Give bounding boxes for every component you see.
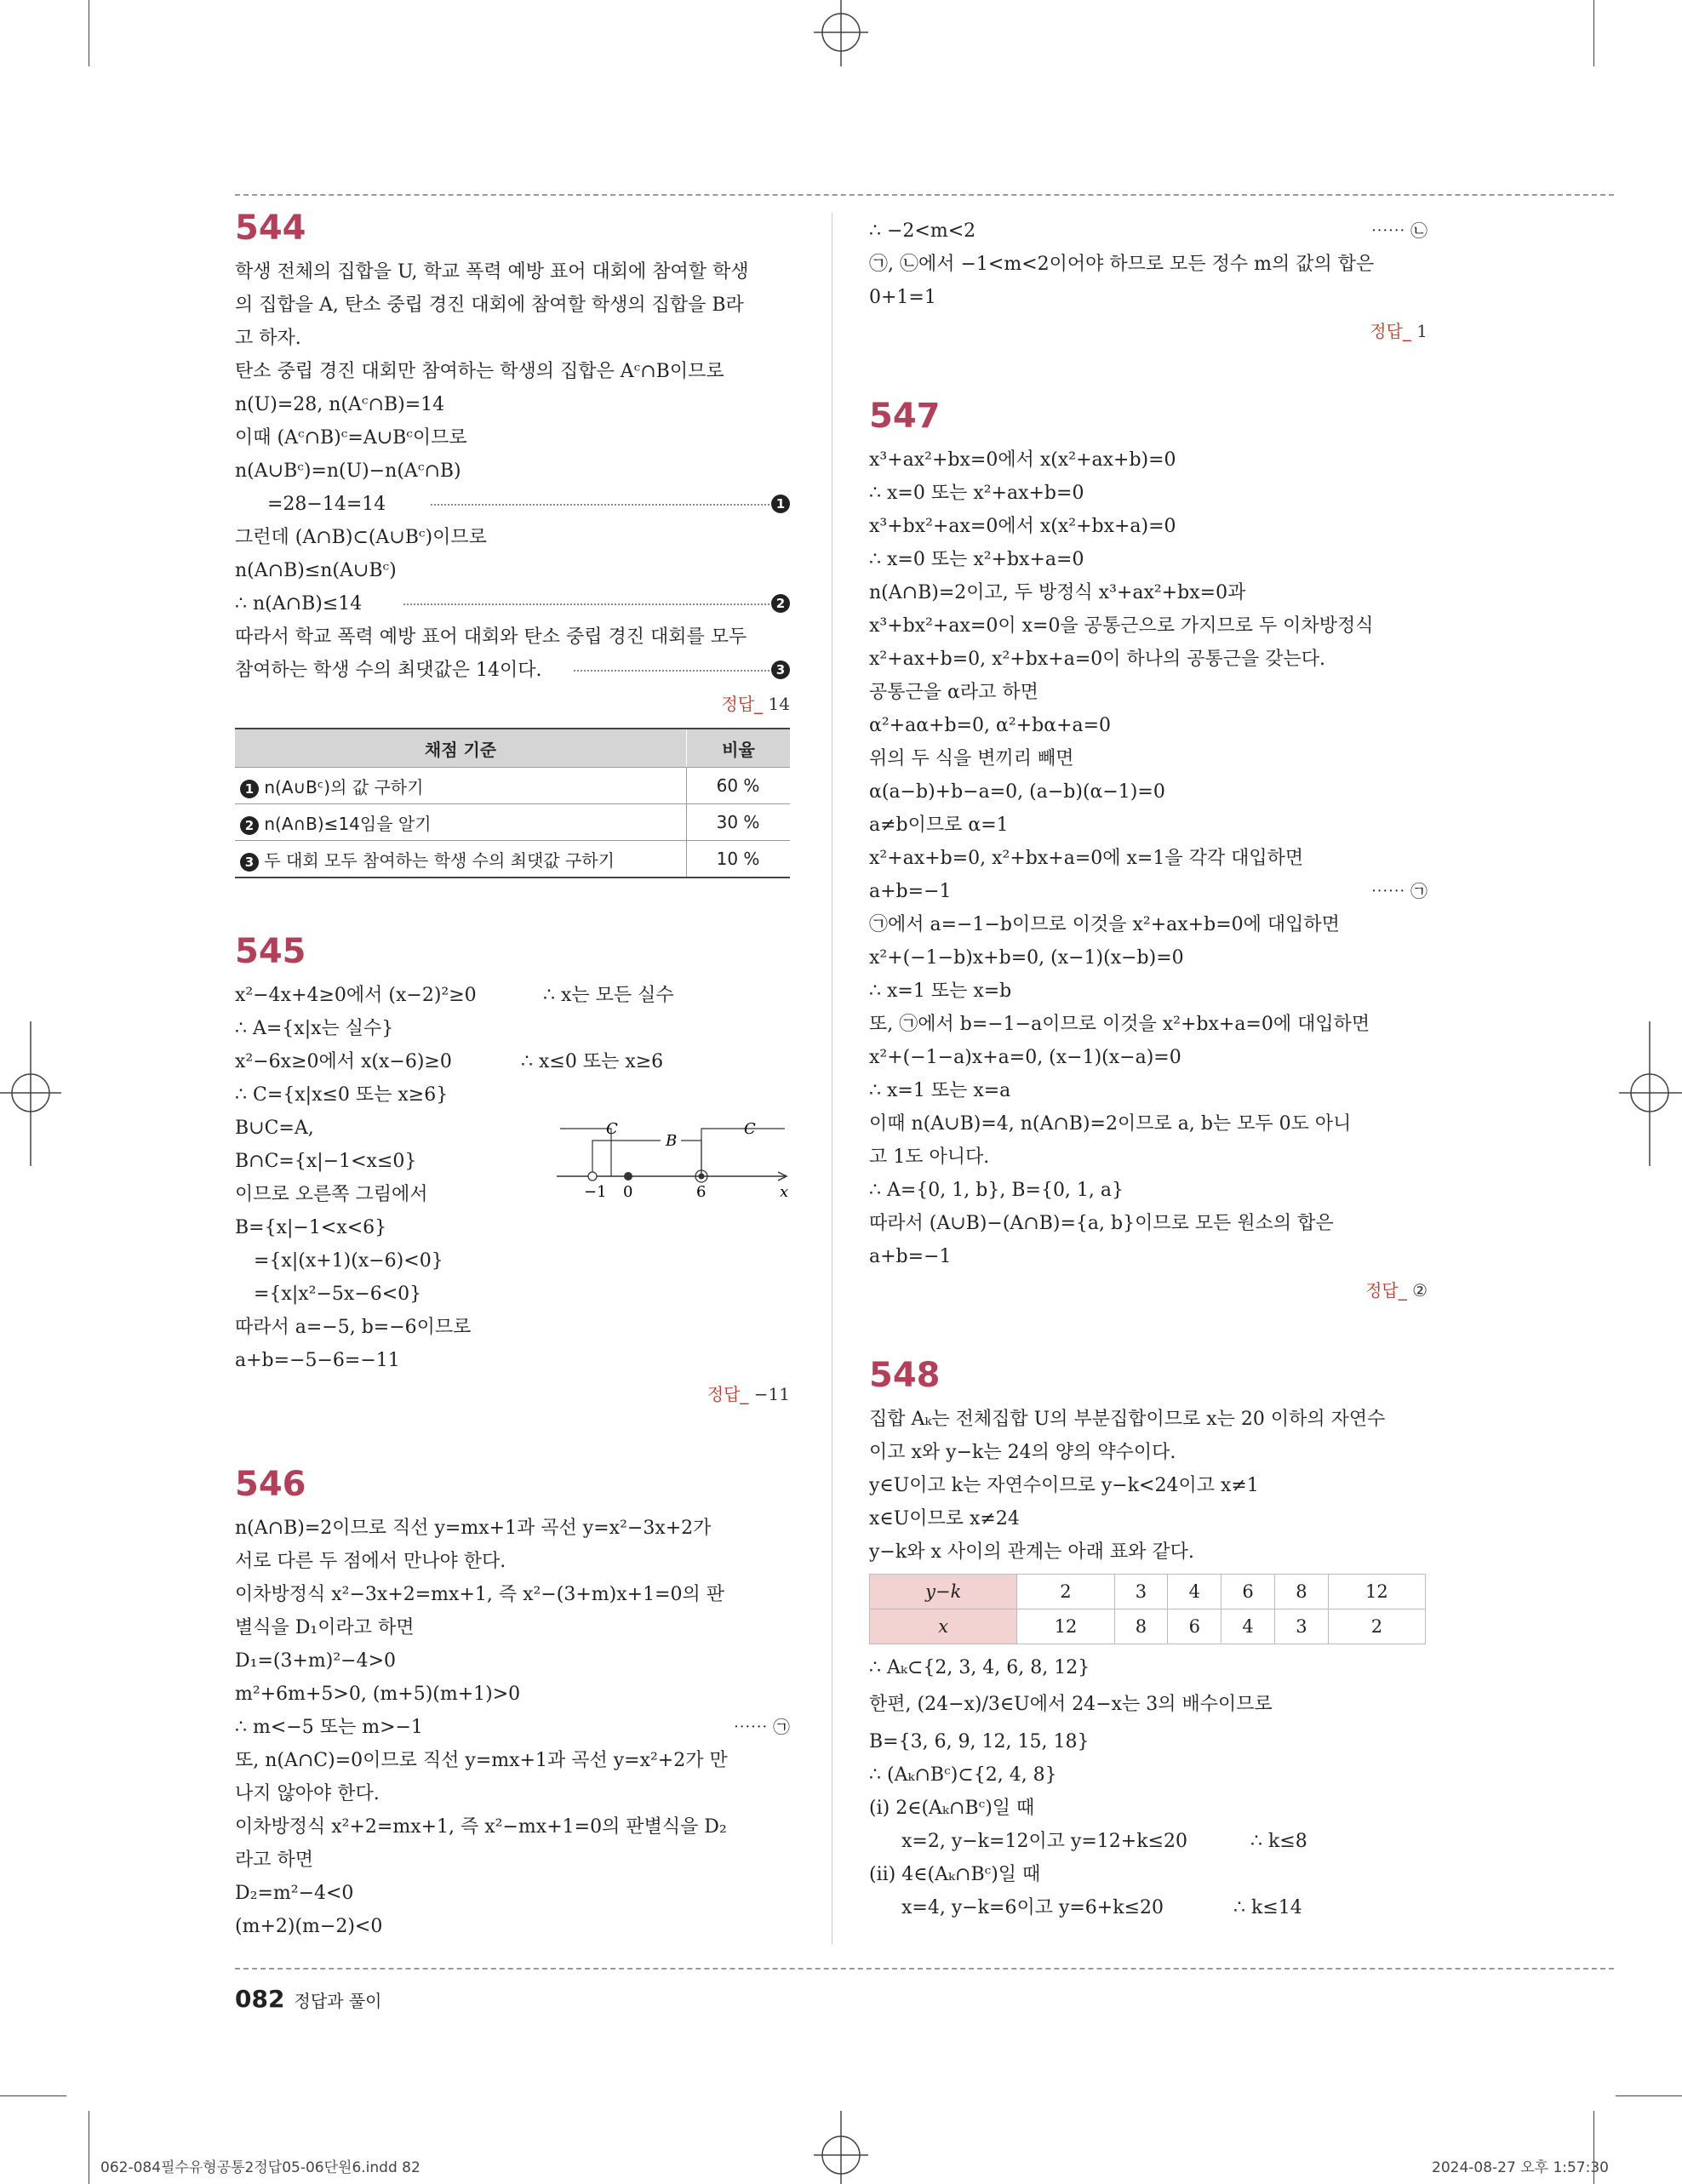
text-line: ∴ Aₖ⊂{2, 3, 4, 6, 8, 12} <box>869 1657 1090 1678</box>
answer: 정답_ 1 <box>1370 321 1427 341</box>
text-line: B={x|−1<x<6} <box>235 1217 387 1238</box>
text-line: ∴ x=1 또는 x=a <box>869 1080 1011 1101</box>
text-line: 따라서 a=−5, b=−6이므로 <box>235 1317 472 1338</box>
text-line: x=2, y−k=12이고 y=12+k≤20 ∴ k≤8 <box>901 1831 1307 1852</box>
text-line: y−k와 x 사이의 관계는 아래 표와 같다. <box>869 1541 1194 1563</box>
text-line: ∴ (Aₖ∩Bᶜ)⊂{2, 4, 8} <box>869 1764 1057 1786</box>
table-header: 비율 <box>687 729 791 768</box>
leader-dots <box>431 504 769 506</box>
answer: 정답_ 14 <box>721 694 790 714</box>
step-mark: 2 <box>240 816 259 835</box>
problem-number-548: 548 <box>869 1356 941 1395</box>
timestamp: 2024-08-27 오후 1:57:30 <box>1432 2159 1609 2176</box>
problem-number-544: 544 <box>235 209 306 248</box>
leader-dots <box>574 670 769 672</box>
text-line: 이고 x와 y−k는 24의 양의 약수이다. <box>869 1442 1176 1463</box>
set-label-c: C <box>606 1120 618 1138</box>
registration-mark-right <box>1614 1021 1682 1166</box>
text-line: 0+1=1 <box>869 287 936 308</box>
text-line-with-mark <box>235 654 790 687</box>
text-line: n(U)=28, n(Aᶜ∩B)=14 <box>235 394 445 415</box>
step-mark: 3 <box>771 660 790 679</box>
registration-mark-top <box>807 0 875 68</box>
table-row: 3 두 대회 모두 참여하는 학생 수의 최댓값 구하기 10 % <box>235 841 790 878</box>
text-line: n(A∩B)=2이므로 직선 y=mx+1과 곡선 y=x²−3x+2가 <box>235 1518 712 1539</box>
number-line-diagram <box>555 1112 793 1205</box>
set-label-c: C <box>744 1120 756 1138</box>
file-info: 062-084필수유형공통2정답05-06단원6.indd 82 <box>100 2159 420 2176</box>
text-line: D₂=m²−4<0 <box>235 1883 354 1904</box>
text-line: 따라서 (A∪B)−(A∩B)={a, b}이므로 모든 원소의 합은 <box>869 1213 1334 1234</box>
text-line: α(a−b)+b−a=0, (a−b)(α−1)=0 <box>869 781 1165 803</box>
text-line: ∴ x=1 또는 x=b <box>869 981 1012 1002</box>
text-line: α²+aα+b=0, α²+bα+a=0 <box>869 715 1112 736</box>
text-line: 또, n(A∩C)=0이므로 직선 y=mx+1과 곡선 y=x²+2가 만 <box>235 1750 728 1771</box>
text-line: n(A∪Bᶜ)=n(U)−n(Aᶜ∩B) <box>235 460 461 482</box>
text-line: 공통근을 α라고 하면 <box>869 682 1038 703</box>
leader-dots <box>403 603 769 605</box>
text-line: 고 하자. <box>235 328 301 349</box>
value-table <box>869 1574 1426 1644</box>
crop-mark <box>1593 0 1594 66</box>
text-line: (ⅰ) 2∈(Aₖ∩Bᶜ)일 때 <box>869 1798 1035 1819</box>
right-column <box>869 214 1427 1924</box>
text-line: a+b=−1 ⋯⋯ ㉠ <box>869 881 1427 902</box>
text-line: 고 1도 아니다. <box>869 1146 990 1168</box>
text-line: 의 집합을 A, 탄소 중립 경진 대회에 참여할 학생의 집합을 B라 <box>235 294 744 316</box>
set-label-b: B <box>666 1132 678 1150</box>
step-mark: 1 <box>240 780 259 798</box>
answer: 정답_ −11 <box>707 1384 790 1404</box>
axis-label: x <box>780 1183 789 1201</box>
text-line: ={x|(x+1)(x−6)<0} <box>254 1250 443 1272</box>
scoring-table <box>235 728 790 878</box>
text-line: ∴ −2<m<2 ⋯⋯ ㉡ <box>869 220 1427 242</box>
table-row: 2 n(A∩B)≤14임을 알기 30 % <box>235 804 790 841</box>
text-line: a+b=−1 <box>869 1246 952 1267</box>
text-line: 이차방정식 x²+2=mx+1, 즉 x²−mx+1=0의 판별식을 D₂ <box>235 1816 727 1838</box>
answer: 정답_ ② <box>1365 1280 1427 1301</box>
text-line: 나지 않아야 한다. <box>235 1783 380 1804</box>
table-row: 1 n(A∪Bᶜ)의 값 구하기 60 % <box>235 768 790 804</box>
text-line: 학생 전체의 집합을 U, 학교 폭력 예방 표어 대회에 참여할 학생 <box>235 261 749 283</box>
tick-label: 6 <box>696 1183 707 1201</box>
step-mark: 1 <box>771 495 790 513</box>
text-line: x³+ax²+bx=0에서 x(x²+ax+b)=0 <box>869 449 1176 471</box>
text-line: B∪C=A, <box>235 1118 314 1139</box>
text-line: ={x|x²−5x−6<0} <box>254 1284 422 1305</box>
text-line: a≠b이므로 α=1 <box>869 815 1009 836</box>
text-line: 이차방정식 x²−3x+2=mx+1, 즉 x²−(3+m)x+1=0의 판 <box>235 1584 724 1605</box>
text-line: 위의 두 식을 변끼리 빼면 <box>869 748 1074 769</box>
text-line: m²+6m+5>0, (m+5)(m+1)>0 <box>235 1684 521 1705</box>
text-line: x²−6x≥0에서 x(x−6)≥0 ∴ x≤0 또는 x≥6 <box>235 1051 664 1072</box>
problem-number-545: 545 <box>235 932 306 971</box>
text-line: ∴ x=0 또는 x²+bx+a=0 <box>869 549 1084 570</box>
text-line: 이때 (Aᶜ∩B)ᶜ=A∪Bᶜ이므로 <box>235 427 467 449</box>
text-line: B={3, 6, 9, 12, 15, 18} <box>869 1731 1090 1752</box>
text-line: a+b=−5−6=−11 <box>235 1350 400 1371</box>
text-line: ∴ A={0, 1, b}, B={0, 1, a} <box>869 1180 1124 1201</box>
problem-number-546: 546 <box>235 1465 306 1504</box>
text-line: x=4, y−k=6이고 y=6+k≤20 ∴ k≤14 <box>901 1897 1302 1918</box>
text-line: x²+(−1−a)x+a=0, (x−1)(x−a)=0 <box>869 1047 1181 1068</box>
text-line: x²+ax+b=0, x²+bx+a=0이 하나의 공통근을 갖는다. <box>869 649 1325 670</box>
tick-label: −1 <box>584 1183 607 1201</box>
text-line: n(A∩B)≤n(A∪Bᶜ) <box>235 560 397 581</box>
step-mark: 3 <box>240 853 259 872</box>
text-line: n(A∩B)=2이고, 두 방정식 x³+ax²+bx=0과 <box>869 582 1246 603</box>
text: =28−14=14 <box>267 494 386 515</box>
page-label: 정답과 풀이 <box>294 1991 382 2011</box>
text-line-with-mark <box>235 488 790 521</box>
registration-mark-bottom <box>807 2111 875 2184</box>
page-footer <box>235 1985 382 2013</box>
text-line: (m+2)(m−2)<0 <box>235 1916 383 1937</box>
text-line: D₁=(3+m)²−4>0 <box>235 1650 397 1672</box>
text-line-with-mark <box>235 587 790 620</box>
crop-mark <box>1616 2095 1682 2096</box>
bottom-dashed-rule <box>235 1968 1614 1970</box>
registration-mark-left <box>0 1021 68 1166</box>
text-line: 탄소 중립 경진 대회만 참여하는 학생의 집합은 Aᶜ∩B이므로 <box>235 361 724 382</box>
text-line: x²+(−1−b)x+b=0, (x−1)(x−b)=0 <box>869 947 1184 969</box>
text-line: 또, ㉠에서 b=−1−a이므로 이것을 x²+bx+a=0에 대입하면 <box>869 1014 1370 1035</box>
text-line: x∈U이므로 x≠24 <box>869 1508 1020 1529</box>
text: ∴ n(A∩B)≤14 <box>235 593 363 615</box>
text-line: (ⅱ) 4∈(Aₖ∩Bᶜ)일 때 <box>869 1864 1041 1885</box>
text-line: ∴ A={x|x는 실수} <box>235 1018 394 1039</box>
text-line: 따라서 학교 폭력 예방 표어 대회와 탄소 중립 경진 대회를 모두 <box>235 626 747 648</box>
text-line: B∩C={x|−1<x≤0} <box>235 1151 417 1172</box>
text-line: ∴ C={x|x≤0 또는 x≥6} <box>235 1084 449 1106</box>
text-line: ∴ x=0 또는 x²+ax+b=0 <box>869 483 1084 504</box>
text-line: 라고 하면 <box>235 1850 314 1871</box>
problem-number-547: 547 <box>869 397 941 436</box>
text-line: 이때 n(A∪B)=4, n(A∩B)=2이므로 a, b는 모두 0도 아니 <box>869 1113 1352 1135</box>
text-line: x²+ax+b=0, x²+bx+a=0에 x=1을 각각 대입하면 <box>869 848 1304 869</box>
text-line: ㉠, ㉡에서 −1<m<2이어야 하므로 모든 정수 m의 값의 합은 <box>869 254 1375 275</box>
text-line: 서로 다른 두 점에서 만나야 한다. <box>235 1551 506 1572</box>
tick-label: 0 <box>623 1183 633 1201</box>
table-header: 채점 기준 <box>235 729 687 768</box>
left-column <box>235 204 790 1943</box>
table-row: y−k 2 3 4 6 8 12 <box>870 1575 1426 1609</box>
text-line: x²−4x+4≥0에서 (x−2)²≥0 ∴ x는 모든 실수 <box>235 985 674 1006</box>
text-line: x³+bx²+ax=0이 x=0을 공통근으로 가지므로 두 이차방정식 <box>869 615 1374 637</box>
text-line: x³+bx²+ax=0에서 x(x²+bx+a)=0 <box>869 516 1176 537</box>
page-number: 082 <box>235 1985 285 2013</box>
step-mark: 2 <box>771 594 790 613</box>
text-line: 그런데 (A∩B)⊂(A∪Bᶜ)이므로 <box>235 527 487 548</box>
text-line: ∴ m<−5 또는 m>−1 ⋯⋯ ㉠ <box>235 1717 790 1738</box>
text-line: 집합 Aₖ는 전체집합 U의 부분집합이므로 x는 20 이하의 자연수 <box>869 1409 1386 1430</box>
text-line: 한편, (24−x)/3∈U에서 24−x는 3의 배수이므로 <box>869 1694 1273 1715</box>
crop-mark <box>0 2095 66 2096</box>
text-line: y∈U이고 k는 자연수이므로 y−k<24이고 x≠1 <box>869 1475 1259 1496</box>
text: 참여하는 학생 수의 최댓값은 14이다. <box>235 660 542 681</box>
text-line: 이므로 오른쪽 그림에서 <box>235 1184 428 1205</box>
text-line: 별식을 D₁이라고 하면 <box>235 1617 415 1638</box>
top-dashed-rule <box>235 194 1614 196</box>
text-line: ㉠에서 a=−1−b이므로 이것을 x²+ax+b=0에 대입하면 <box>869 914 1340 935</box>
table-row: x 12 8 6 4 3 2 <box>870 1609 1426 1644</box>
